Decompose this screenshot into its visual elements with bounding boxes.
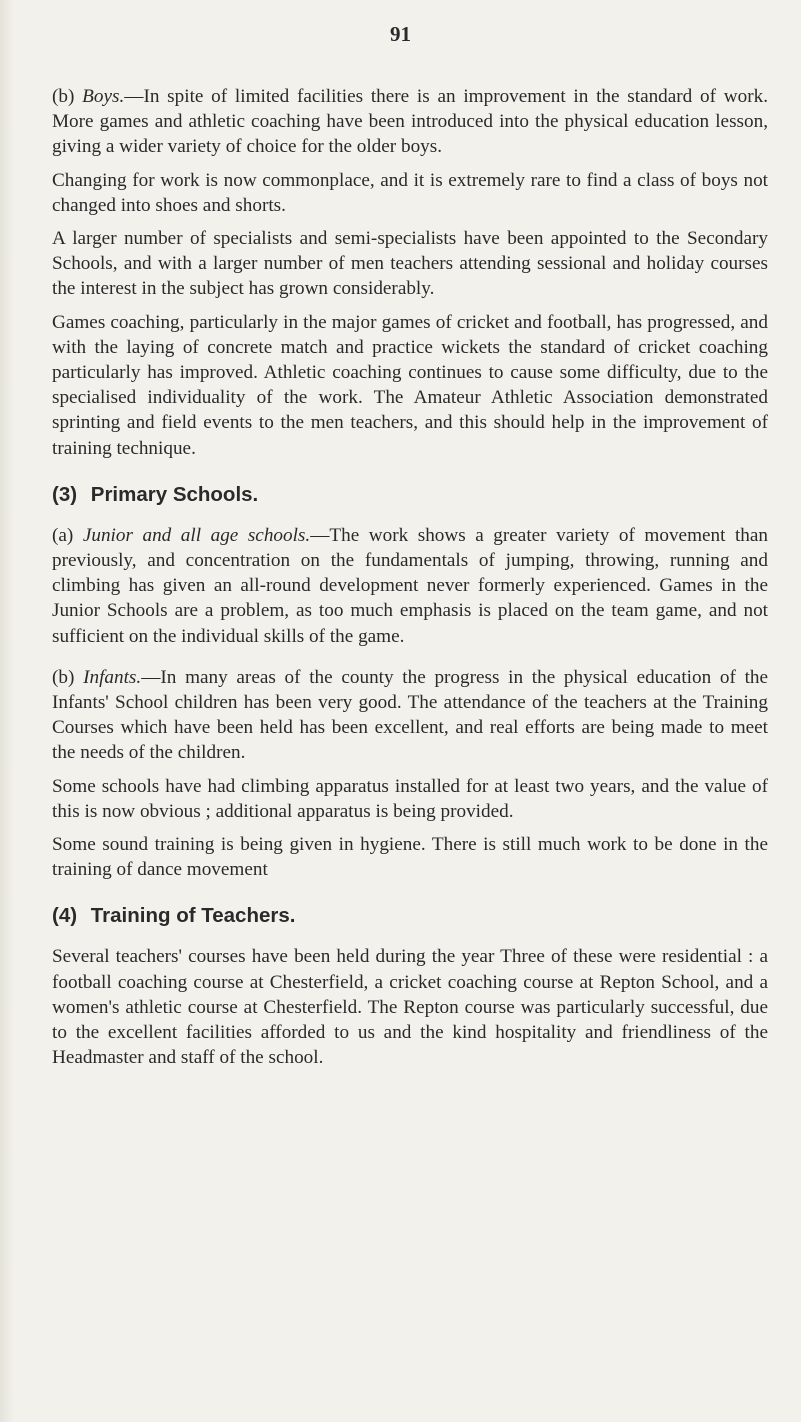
infants-text: —In many areas of the county the progress in the physical education of the Infants' School children has been very good. The attendance of the teachers at the Training Courses which have been held has been excellent, and real efforts are being made to meet the needs of the children. [52,666,769,764]
infants-paragraph [52,665,768,766]
infants-marker: (b) [52,666,75,688]
section-number-3: (3) [52,482,78,506]
section-title-training-of-teachers: Training of Teachers. [90,904,296,928]
junior-paragraph [52,523,768,649]
boys-lead: Boys. [82,86,125,107]
training-paragraph-1: Several teachers' courses have been held during the year Three of these were residential : a football coaching course at Chesterfield, a cricket coaching course at Repton School, and a women's athletic course at Chesterfield. The Repton course was particularly successful, due to the excellent facilities afforded to us and the kind hospitality and friendliness of the Headmaster and staff of the school. [52,946,768,1069]
junior-lead: Junior and all age schools. [82,524,311,546]
section-heading-training-of-teachers [52,904,768,928]
boys-paragraph-2: Changing for work is now commonplace, and it is extremely rare to find a class of boys not changed into shoes and shorts. [52,169,768,216]
primary-paragraph-4: Some sound training is being given in hygiene. There is still much work to be done in the training of dance movement [52,834,768,881]
section-title-primary-schools: Primary Schools. [90,482,259,506]
page-edge-shadow [0,0,14,1422]
junior-marker: (a) [52,524,74,546]
page-number: 91 [390,22,411,46]
boys-paragraph-3: A larger number of specialists and semi-specialists have been appointed to the Secondary Schools, and with a larger number of men teachers attending sessional and holiday courses the interest in the subject has grown considerably. [52,228,768,300]
infants-lead: Infants. [83,666,142,688]
section-heading-primary-schools [52,483,768,507]
boys-text-1: —In spite of limited facilities there is an improvement in the standard of work. More games and athletic coaching have been introduced into the physical education lesson, giving a wider variety of choice for the older boys. [52,86,768,158]
section-number-4: (4) [52,904,78,928]
boys-paragraph-1 [52,84,768,160]
boys-paragraph-4: Games coaching, particularly in the major games of cricket and football, has progressed, and with the laying of concrete match and practice wickets the standard of cricket coaching particularly has improved. Athletic coaching continues to cause some difficulty, due to the specialised individuality of the work. The Amateur Athletic Association demonstrated sprinting and field events to the men teachers, and this should help in the improvement of training technique. [52,311,768,459]
document-page [52,84,768,1079]
primary-paragraph-3: Some schools have had climbing apparatus installed for at least two years, and the value of this is now obvious ; additional apparatus is being provided. [52,775,768,822]
junior-text: —The work shows a greater variety of movement than previously, and concentration on the fundamentals of jumping, throwing, running and climbing has given an all-round development never formerly experienced. Games in the Junior Schools are a problem, as too much emphasis is placed on the team game, and not sufficient on the individual skills of the game. [52,524,769,647]
boys-marker: (b) [52,86,75,107]
